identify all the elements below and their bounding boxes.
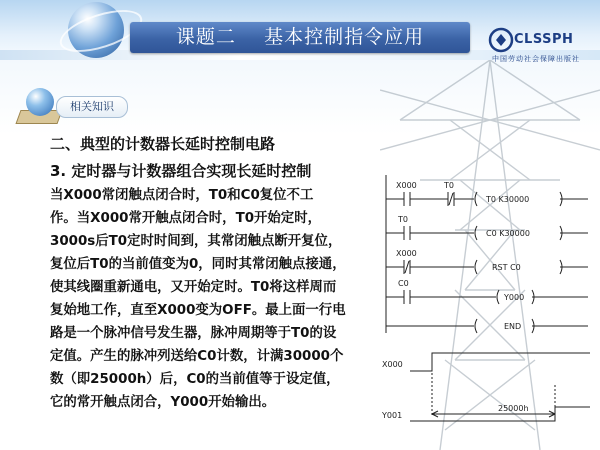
body-line: 定值。产生的脉冲列送给C0计数，计满30000个 — [50, 349, 344, 364]
rung4-coil-label: Y000 — [504, 293, 525, 302]
publisher-logo — [488, 27, 594, 67]
body-line: 数（即25000h）后，C0的当前值等于设定值， — [50, 372, 340, 387]
section-subheading: 3. 定时器与计数器组合实现长延时控制 — [50, 162, 312, 180]
timing-signal2-label: Y001 — [382, 411, 403, 420]
rung4-contact1-label: C0 — [398, 279, 409, 288]
body-line: 复始地工作，直至X000变为OFF。最上面一行电 — [50, 303, 346, 318]
body-line: 作。当X000常开触点闭合时，T0开始定时， — [50, 211, 321, 226]
title-bar — [130, 22, 470, 53]
body-line: 它的常开触点闭合，Y000开始输出。 — [50, 395, 276, 410]
rung2-coil-label: C0 K30000 — [486, 229, 530, 238]
publisher-emblem-icon — [488, 27, 514, 53]
timing-diagram — [380, 345, 595, 440]
body-line: 使其线圈重新通电，又开始定时。T0将这样周而 — [50, 280, 337, 295]
rung5-coil-label: END — [504, 322, 522, 331]
body-line: 复位后T0的当前值变为0，同时其常闭触点接通， — [50, 257, 346, 272]
body-line: 路是一个脉冲信号发生器，脉冲周期等于T0的设 — [50, 326, 337, 341]
ladder-diagram — [382, 175, 594, 335]
rung3-contact1-label: X000 — [396, 249, 417, 258]
badge-globe-icon — [26, 88, 54, 116]
badge-label: 相关知识 — [56, 96, 128, 118]
body-line: 当X000常闭触点闭合时，T0和C0复位不工 — [50, 188, 314, 203]
logo-subtitle: 中国劳动社会保障出版社 — [492, 55, 580, 63]
header-banner — [0, 0, 600, 63]
rung1-contact1-label: X000 — [396, 181, 417, 190]
related-knowledge-badge — [12, 86, 152, 128]
slide-title: 课题二 基本控制指令应用 — [175, 26, 425, 48]
rung3-coil-label: RST C0 — [492, 263, 521, 272]
section-heading: 二、典型的计数器长延时控制电路 — [50, 135, 276, 153]
timing-signal1-label: X000 — [382, 360, 403, 369]
body-line: 3000s后T0定时时间到，其常闭触点断开复位， — [50, 234, 342, 249]
body-text — [50, 184, 380, 414]
rung2-contact1-label: T0 — [398, 215, 408, 224]
timing-duration-label: 25000h — [498, 404, 529, 413]
rung1-contact2-label: T0 — [444, 181, 454, 190]
logo-text: CLSSPH — [514, 32, 574, 47]
rung1-coil-label: T0 K30000 — [486, 195, 530, 204]
